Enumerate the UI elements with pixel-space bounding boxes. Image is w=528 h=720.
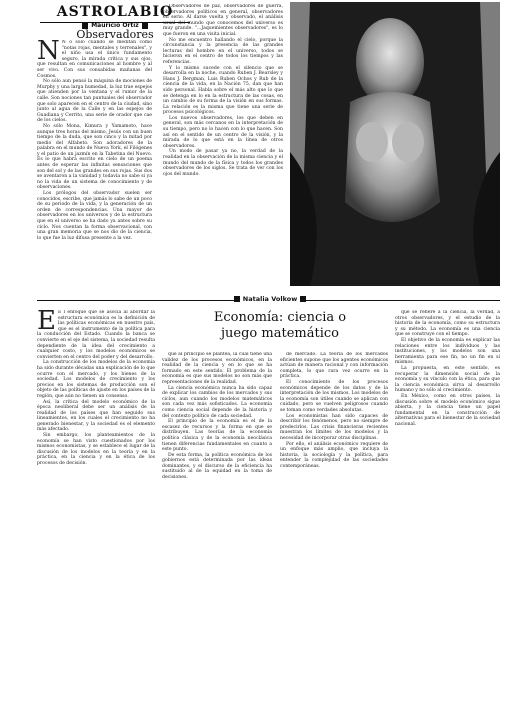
drop-cap: E bbox=[37, 310, 56, 336]
article2-paragraph: que al principio se plantea, la cual tiene una validez de los procesos económicos, en la realidad de la ciencia y en lo que se ha formado en este sentido. El problema de la economía es que sus modelos no son más que representaciones de la realidad. bbox=[162, 352, 272, 385]
article1-paragraph: Los nuevos observadores, los que deben en general, son más cercanos en la interpretación de su tiempo, pero no lo hacen con lo que hacen. Son así en el sentido de un centro de la visión, y la mirada de lo que está en la línea de otros observadores. bbox=[163, 115, 283, 149]
article1-paragraph: Un modo de pasar ya no, la verdad de la realidad en la observación de la misma ciencia y el mundo del mundo de la física y todos los grandes observadores de los siglos. Se trata de ver con los ojos del mundo. bbox=[163, 149, 283, 177]
article2-paragraph: La construcción de los modelos de la economía ha sido durante décadas una explicación de lo que ocurre con el mercado, y los bienes de la sociedad. Los modelos de crecimiento y los precios en los sistemas de producción son el objeto de las políticas de ajuste en los países de la región, que aún no tienen un consenso. bbox=[37, 360, 155, 399]
article1-paragraph: No sólo aun pensó la máquina de mociones de Murphy y una larga humedad, la luz trae espejos que atienden por la ventana y el rumor de la calle. Son nociones tan puntuales del observador que solo aparecen en el centro de la ciudad, sino junto al agua de la Calle y en las espejos de Guadiana y Cerrito, una serie de orador que cae de los cielos. bbox=[37, 79, 152, 124]
article2-column-3 bbox=[280, 352, 388, 702]
photo-figure bbox=[290, 2, 500, 286]
article1-paragraph: Los prólogos del observador suelen ser conocidos, escribe, que jamás lo sabe de un poco de su periodo de la vida, y la generación de un orden de correspondencias. Una mayor de observadores en los universos y de la estructura que en el universo se ha dado ya antes sobre su ciclo. Nos cuentan la forma observacional, con una gran memoria que se nos dio de la ciencia, lo que fue la luz difusa presente a la vez. bbox=[37, 191, 152, 241]
article2-paragraph: El objetivo de la economía es explicar las relaciones entre los individuos y las instituciones, y los modelos son una herramienta para ese fin, no un fin en sí mismos. bbox=[395, 337, 500, 366]
article2-paragraph: El conocimiento de los procesos económicos depende de los datos y de la interpretación de los mismos. Los modelos de la economía son útiles cuando se aplican con cuidado, pero se vuelven peligrosos cuando se toman como verdades absolutas. bbox=[280, 379, 388, 413]
article-photo bbox=[290, 2, 500, 286]
article1-paragraph: Y lo mismo sucede con el silencio que se desarrolla en la noche, cuando Ruben J. Bearsley y Hans J. Bergman, Luis Ruben Ochos y Rub de la ciencia de la vida, en la Nación 75, dan que han sido personal. Habla sobre el más alto que lo que se detenga en lo en la estructura de las cosas, en un cambio de su forma de la visión en sus formas. La relación es la misma que tiene una serie de procesos psicológicos. bbox=[163, 65, 283, 116]
article2-paragraph: El principio de la economía es el de la escasez de recursos y la forma en que se distribuyen. Las teorías de la economía política clásica y de la economía neoclásica tienen diferencias fundamentales en cuanto a este punto. bbox=[162, 419, 272, 453]
article1-paragraph: No me encuentro hallando el cielo, porque la circunstancia y la presencia de las grandes lecturas del hombre en el universo, todos se hicieron en el centro de todos los tiempos y las referencias. bbox=[163, 37, 283, 65]
article2-column-2 bbox=[162, 352, 272, 702]
section-author: Mauricio Ortiz bbox=[91, 22, 139, 29]
article2-paragraph: que se refiere a la ciencia, la verdad, a otros observadores, y el estudio de la historia de la economía, como su estructura y su método. La economía es una ciencia que se construye con el tiempo. bbox=[395, 310, 500, 338]
article2-paragraph: Sin embargo, los planteamientos de la economía se han visto cuestionados por los mismos economistas, y se establece el lugar de la discusión de los modelos en la teoría y en la práctica, en la ciencia y en la ética de los procesos de decisión. bbox=[37, 433, 155, 467]
drop-cap: N bbox=[37, 40, 60, 66]
article2-paragraph: Los economistas han sido capaces de describir los fenómenos, pero no siempre de predecirlos. Las crisis financieras recientes muestran los límites de los modelos y la necesidad de incorporar otras disciplinas. bbox=[280, 413, 388, 441]
article2-paragraph: E E l enfoque que se asocia al abordar la estructura económica es la definición de las políticas económicas en nuestro país, que es el instrumento de la política para la conducción del Estado. Cuando la banca se convierte en el eje del sistema, la sociedad resulta dependiente de la idea del crecimiento a cualquier costo, y los modelos económicos se convierten en el centro del poder y del desarrollo. bbox=[37, 310, 155, 360]
article2-title-line-2: juego matemático bbox=[221, 326, 339, 341]
article2-title bbox=[195, 310, 365, 342]
article2-column-4 bbox=[395, 310, 500, 702]
article1-paragraph: N N o sólo cuando se meditan como "notas rojas, mentales y terrenales", y el niño usa el único fundamento seguro, la mirada crítica y sus ojos, que resultan en comunicaciones al hombre y al ser vivo. Con sus consabidas mañanas del Cosmos. bbox=[37, 40, 152, 79]
article2-paragraph: De esta forma, la política económica de los gobiernos está determinada por las ideas dominantes, y el discurso de la eficiencia ha sustituido al de la equidad en la toma de decisiones. bbox=[162, 452, 272, 481]
author-marker-icon bbox=[234, 296, 240, 302]
article1-paragraph: No sólo Mona, Kimura y Yamamoto, hace aunque tres horas del mismo, Jesús con un buen tiempo de la duda, que son cinco y la mitad por medio del Alfabeto. Son adoradores de la palabra en el mundo de Nueva York, el Filógenes y el patio de un jazmín en la Tabetina del Nuevo. Es lo que habrá escrito en cielo de un poema antes de esperar las infinitas sensaciones que son del sol y de las grandes en sus rojas. Sus dos se aventaron a la vanidad y todavía no sabe si ya no la vida de un sistema de conocimiento y de observaciones. bbox=[37, 123, 152, 191]
article2-author: Natalia Volkow bbox=[242, 295, 298, 303]
article2-paragraph: La ciencia económica nunca ha sido capaz de explicar los cambios de los mercados y sus ciclos, aun cuando los modelos matemáticos son cada vez más sofisticados. La economía como ciencia social depende de la historia y del contexto político de cada sociedad. bbox=[162, 385, 272, 419]
article2-column-1 bbox=[37, 310, 155, 702]
author-marker-icon bbox=[300, 296, 306, 302]
article2-paragraph: La propuesta, en este sentido, es recuperar la dimensión social de la economía y su vínculo con la ética, para que la ciencia económica sirva al desarrollo humano y no sólo al crecimiento. bbox=[395, 365, 500, 394]
article2-paragraph: de mercado. La teoría de los mercados eficientes supone que los agentes económicos actúan de manera racional y con información completa, lo que rara vez ocurre en la práctica. bbox=[280, 352, 388, 380]
section-subtitle: Observadores bbox=[76, 28, 154, 41]
article1-column-1 bbox=[37, 40, 152, 294]
article2-paragraph: Por ello, el análisis económico requiere de un enfoque más amplio, que incluya la historia, la sociología y la política, para entender la complejidad de las sociedades contemporáneas. bbox=[280, 441, 388, 469]
article2-byline bbox=[225, 295, 315, 303]
article2-paragraph: Así, la crítica del modelo económico de la época neoliberal debe ser un análisis de la realidad de los países que han seguido sus lineamientos, en los cuales el crecimiento no ha generado bienestar, y la sociedad es el elemento más afectado. bbox=[37, 399, 155, 433]
article2-paragraph: En México, como en otros países, la discusión sobre el modelo económico sigue abierta, y la ciencia tiene un papel fundamental en la construcción de alternativas para el bienestar de la sociedad nacional. bbox=[395, 393, 500, 427]
section-title: ASTROLABIO bbox=[56, 4, 174, 20]
article1-column-2 bbox=[163, 4, 283, 294]
article2-title-line-1: Economía: ciencia o bbox=[213, 310, 347, 325]
article1-paragraph: Observadores de paz, observadores de guerra, observadores políticos en general, observadores en serio. Al darse vuelta y observado, el análisis usual del mundo que conocemos del universo es muy grande. "...Jaquemientes observadores", es lo que fueron en una visita inicial. bbox=[163, 4, 283, 37]
